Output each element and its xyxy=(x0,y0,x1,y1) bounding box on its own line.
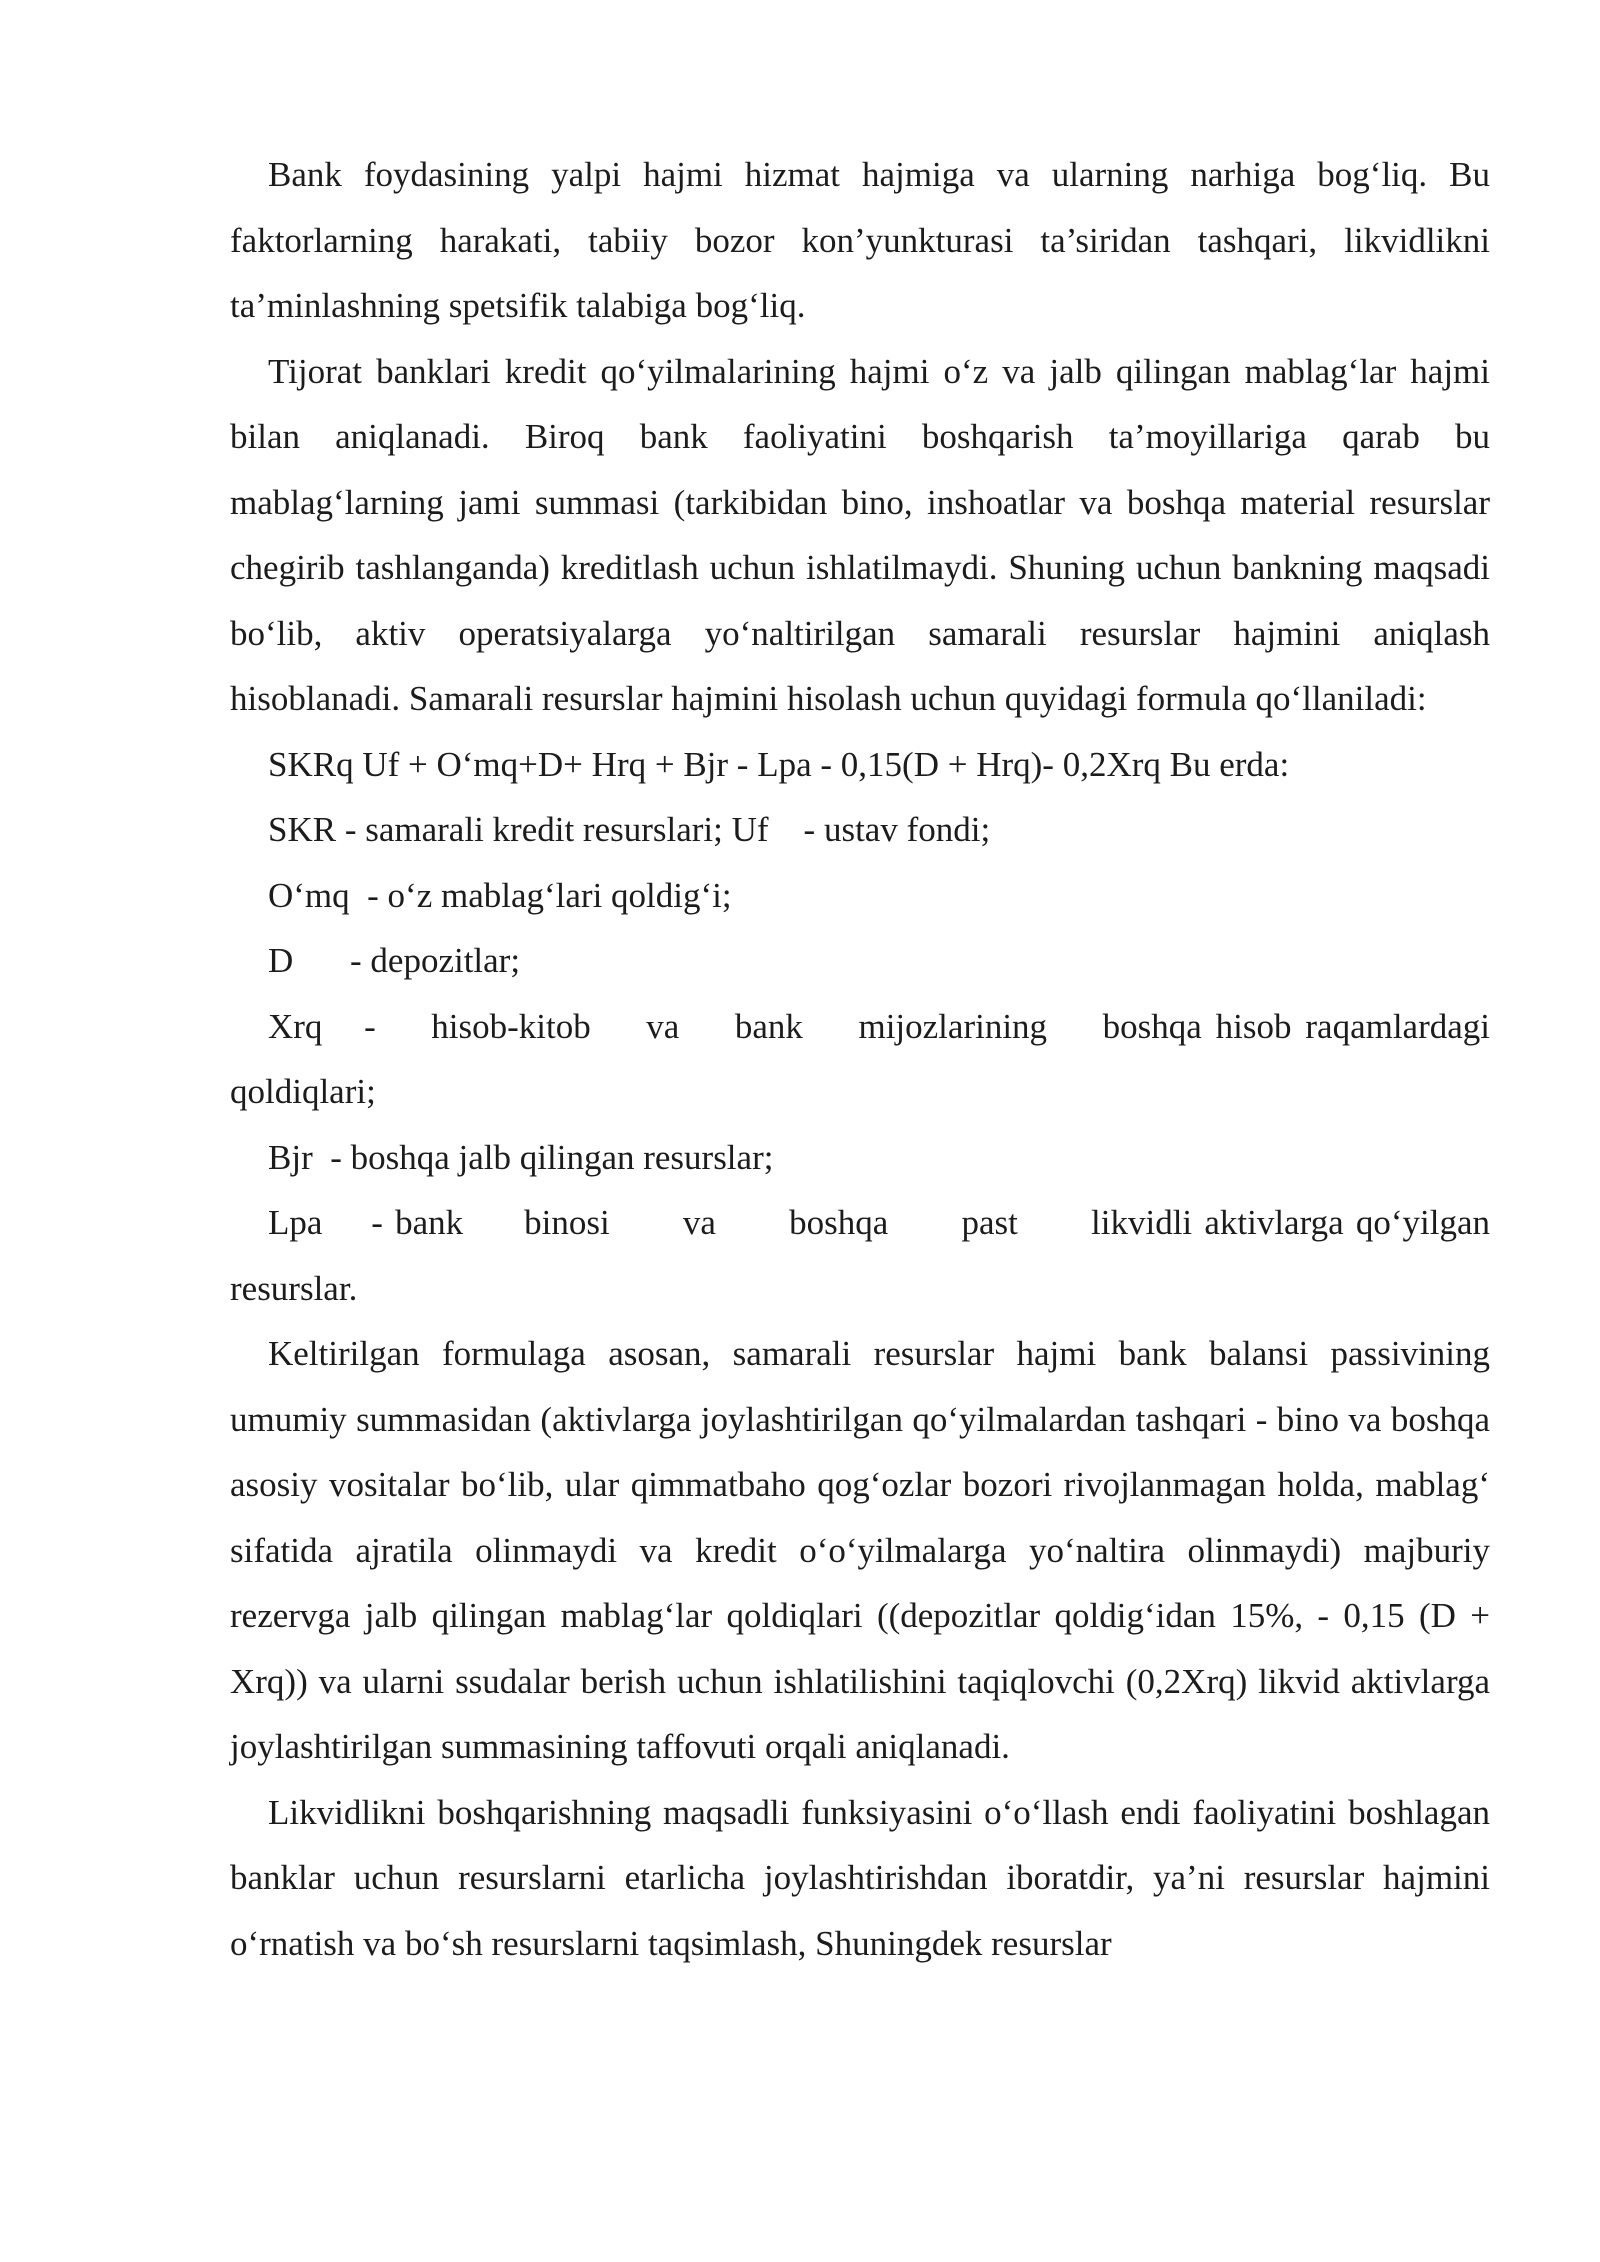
definition-skr: SKR - samarali kredit resurslari; Uf - ustav fondi; xyxy=(268,810,991,849)
paragraph-bank-profit: Bank foydasining yalpi hajmi hizmat hajmiga va ularning narhiga bog‘liq. Bu faktorlarning harakati, tabiiy bozor kon’yunkturasi ta’siridan tashqari, likvidlikni ta’minlashning spetsifik talabiga bog‘liq. xyxy=(230,155,1490,325)
document-page xyxy=(230,142,1499,1976)
definition-d-desc: - depozitlar; xyxy=(350,941,521,980)
definition-bjr: Bjr - boshqa jalb qilingan resurslar; xyxy=(268,1137,774,1177)
definition-lpa: Lpa - bank binosi va boshqa past likvidli aktivlarga qo‘yilgan resurslar. xyxy=(230,1203,1499,1308)
paragraph-formula-explanation: Keltirilgan formulaga asosan, samarali resurslar hajmi bank balansi passivining umumiy summasidan (aktivlarga joylashtirilgan qo‘yilmalardan tashqari - bino va boshqa asosiy vositalar bo‘lib, ular qimmatbaho qog‘ozlar bozori rivojlanmagan holda, mablag‘ sifatida ajratila olinmaydi va kredit o‘o‘yilmalarga yo‘naltira olinmaydi) majburiy rezervga jalb qilingan mablag‘lar qoldiqlari ((depozitlar qoldig‘idan 15%, - 0,15 (D + Xrq)) va ularni ssudalar berish uchun ishlatilishini taqiqlovchi (0,2Xrq) likvid aktivlarga joylashtirilgan summasining taffovuti orqali aniqlanadi. xyxy=(230,1334,1490,1766)
paragraph-credit-investments: Tijorat banklari kredit qo‘yilmalarining hajmi o‘z va jalb qilingan mablag‘lar hajmi bilan aniqlanadi. Biroq bank faoliyatini boshqarish ta’moyillariga qarab bu mablag‘larning jami summasi (tarkibidan bino, inshoatlar va boshqa material resurslar chegirib tashlanganda) kreditlash uchun ishlatilmaydi. Shuning uchun bankning maqsadi bo‘lib, aktiv operatsiyalarga yo‘naltirilgan samarali resurslar hajmini aniqlash hisoblanadi. Samarali resurslar hajmini hisolash uchun quyidagi formula qo‘llaniladi: xyxy=(230,351,1490,718)
definition-omq: O‘mq - o‘z mablag‘lari qoldig‘i; xyxy=(268,875,732,915)
formula-expression: SKRq Uf + O‘mq+D+ Hrq + Bjr - Lpa - 0,15(D + Hrq)- 0,2Xrq Bu erda: xyxy=(268,744,1290,784)
definition-xrq: Xrq - hisob-kitob va bank mijozlarining boshqa hisob raqamlardagi qoldiqlari; xyxy=(230,1006,1499,1111)
definition-d-term: D xyxy=(268,941,294,980)
definition-d xyxy=(230,928,1490,994)
paragraph-liquidity-management: Likvidlikni boshqarishning maqsadli funksiyasini o‘o‘llash endi faoliyatini boshlagan banklar uchun resurslarni etarlicha joylashtirishdan iboratdir, ya’ni resurslar hajmini o‘rnatish va bo‘sh resurslarni taqsimlash, Shuningdek resurslar xyxy=(230,1792,1490,1963)
